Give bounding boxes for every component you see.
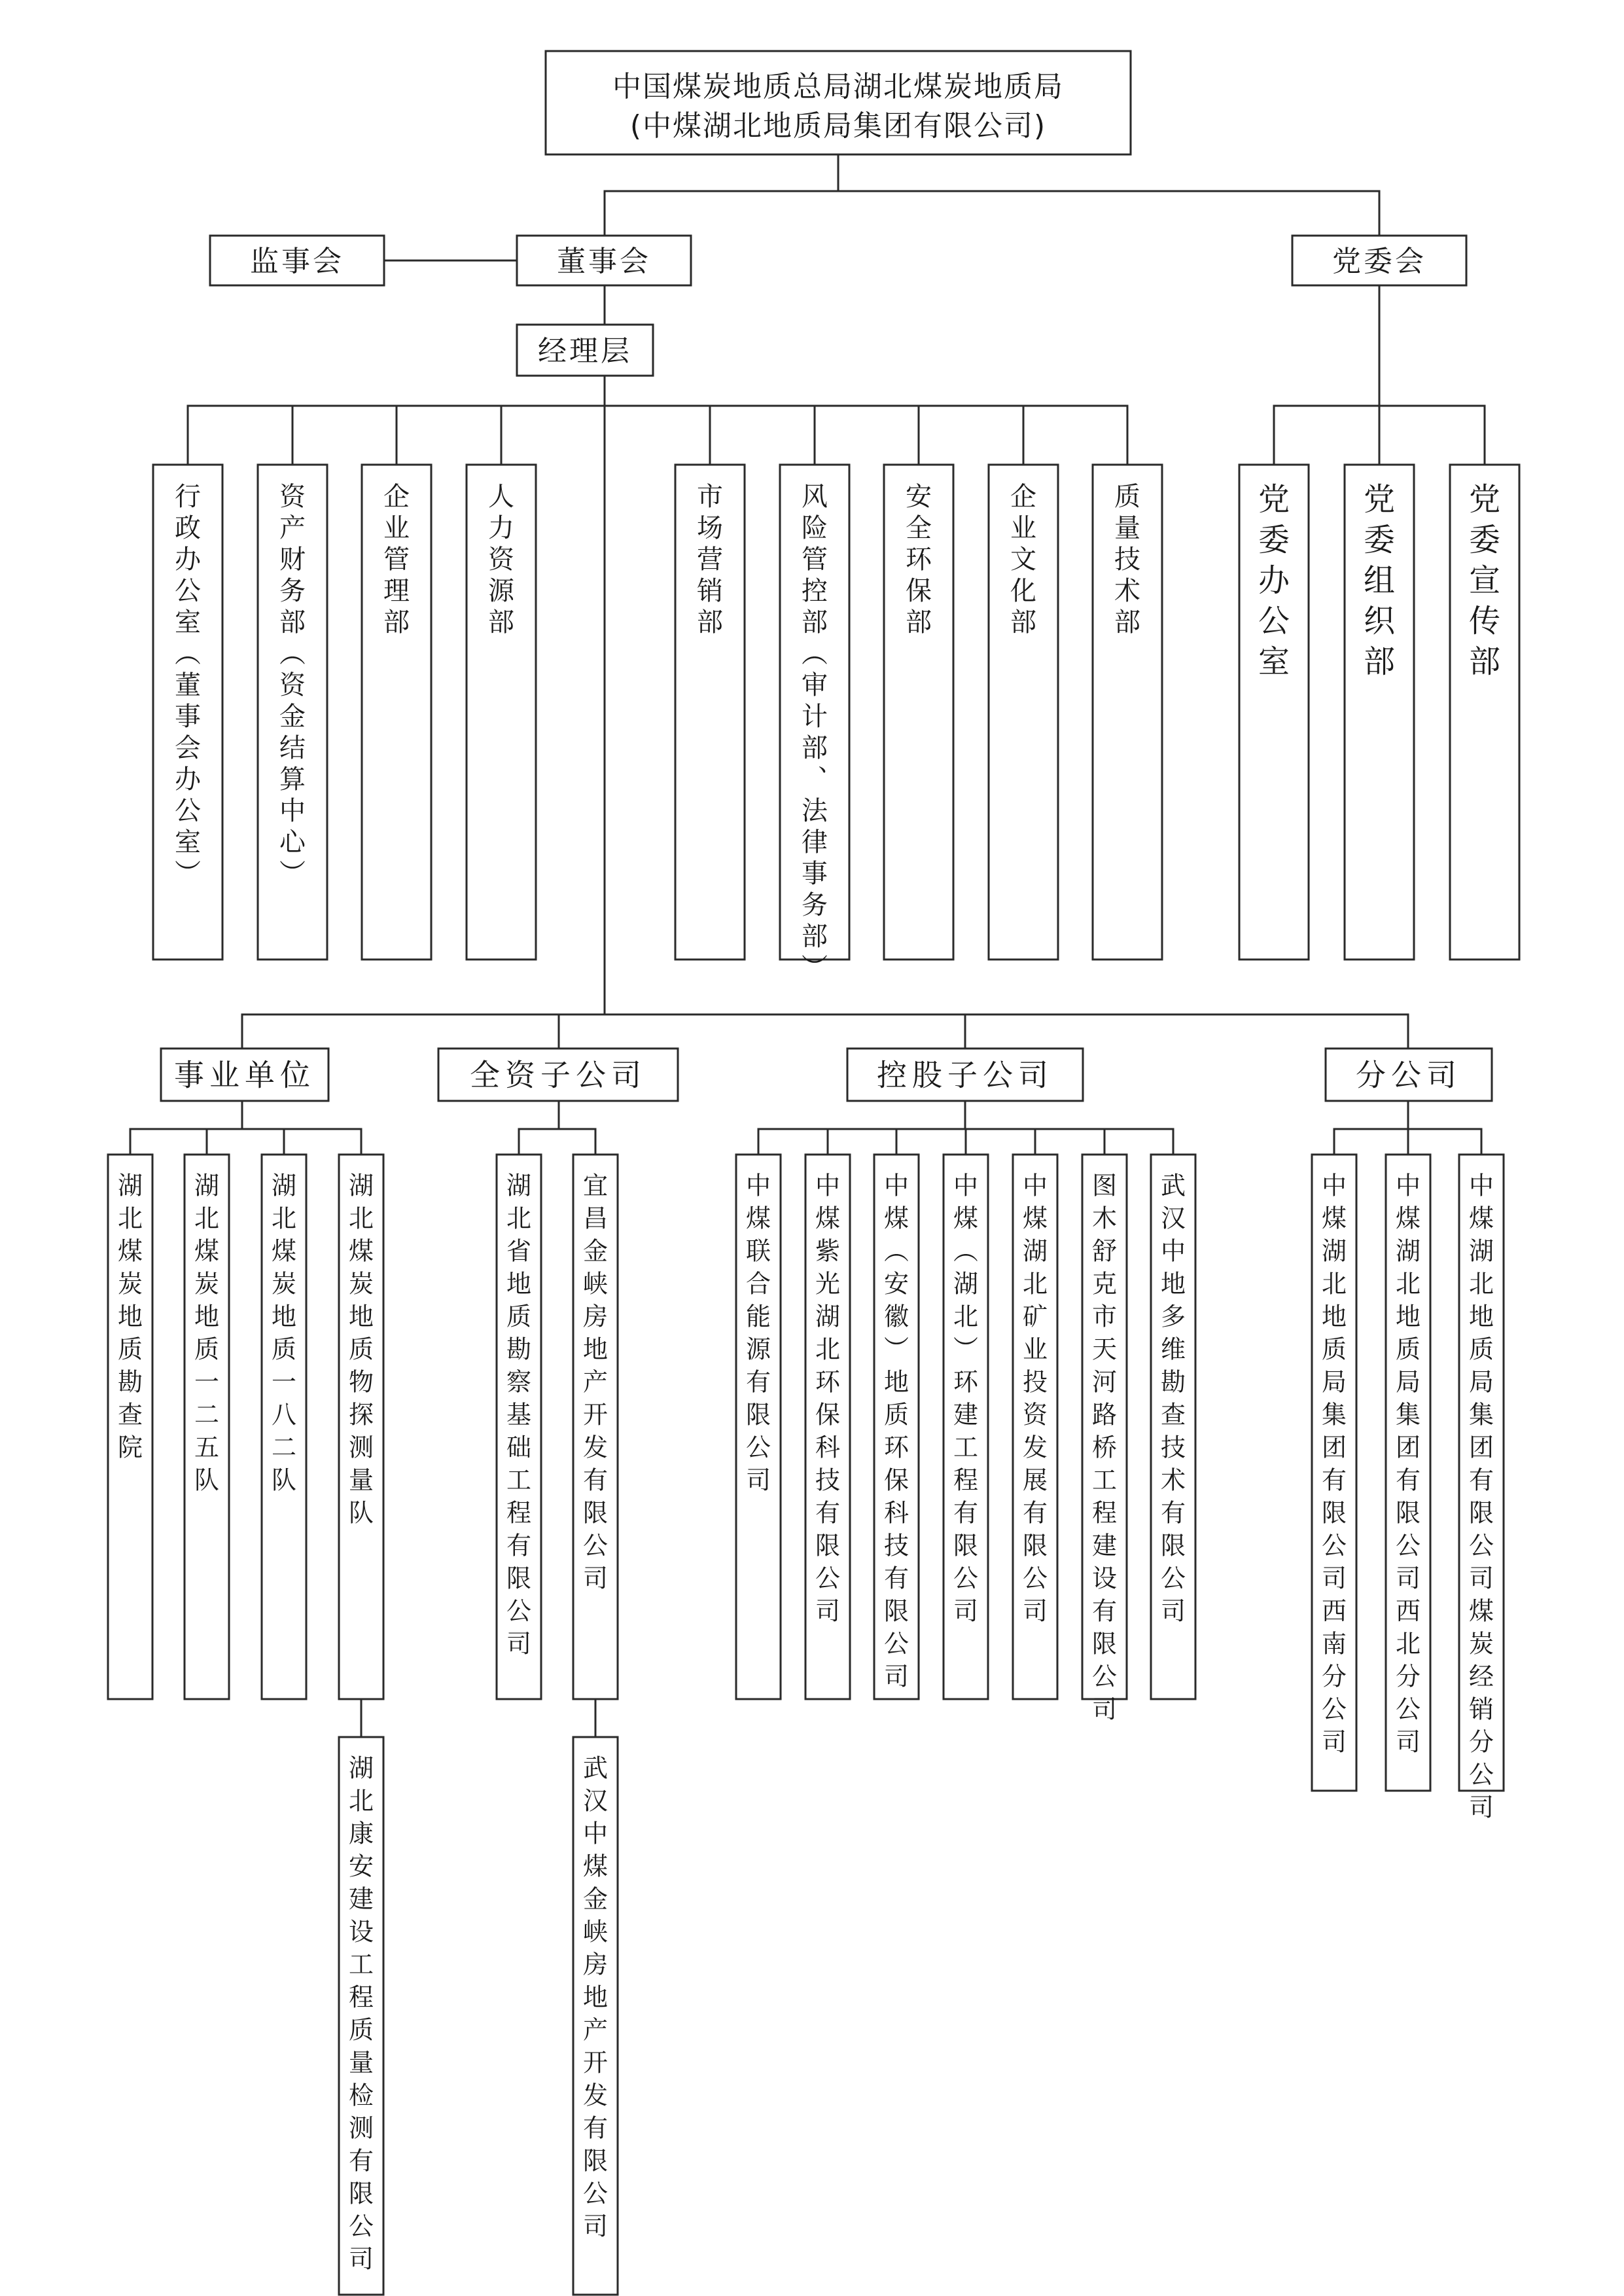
category-holding — [847, 1049, 1083, 1101]
holding-company-box-label: 中煤紫光湖北环保科技有限公司 — [815, 1171, 841, 1626]
category-wholly-owned-label: 全资子公司 — [470, 1057, 646, 1093]
holding-company-box-label: 中煤联合能源有限公司 — [745, 1171, 771, 1495]
public-institution-box-label: 湖北煤炭地质勘查院 — [117, 1171, 143, 1462]
supervisory-board-box-label: 监事会 — [250, 244, 344, 278]
party-department-box-label: 党委宣传部 — [1468, 480, 1501, 680]
party-department-box — [1345, 465, 1414, 960]
management-box — [517, 325, 653, 376]
wholly-owned-child-box-label: 武汉中煤金峡房地产开发有限公司 — [582, 1753, 609, 2241]
wholly-owned-child-box — [573, 1737, 618, 2295]
public-institution-box-label: 湖北煤炭地质一二五队 — [194, 1171, 220, 1495]
board-box-label: 董事会 — [557, 244, 651, 278]
wholly-owned-company-box — [573, 1155, 618, 1699]
party-committee-box — [1292, 236, 1466, 285]
holding-company-box — [1082, 1155, 1127, 1723]
party-department-box-label: 党委办公室 — [1258, 480, 1290, 680]
party-committee-box-label: 党委会 — [1332, 244, 1426, 278]
department-box — [362, 465, 431, 960]
branch-company-box-label: 中煤湖北地质局集团有限公司西北分公司 — [1395, 1171, 1421, 1757]
holding-company-box — [1013, 1155, 1057, 1699]
department-box-label: 企业文化部 — [1010, 482, 1036, 637]
nodes — [108, 51, 1519, 2295]
category-public-institutions — [161, 1049, 328, 1101]
wholly-owned-company-box-label: 宜昌金峡房地产开发有限公司 — [582, 1171, 609, 1593]
holding-company-box — [805, 1155, 850, 1699]
category-branches-label: 分公司 — [1356, 1057, 1462, 1093]
holding-company-box-label: 中煤湖北矿业投资发展有限公司 — [1022, 1171, 1048, 1626]
department-box-label: 资产财务部︵资金结算中心︶ — [279, 482, 306, 889]
branch-company-box — [1459, 1155, 1504, 1821]
category-public-institutions-label: 事业单位 — [174, 1057, 315, 1093]
department-box-label: 企业管理部 — [383, 482, 410, 637]
supervisory-board-box — [210, 236, 384, 285]
department-box-label: 人力资源部 — [488, 482, 514, 637]
wholly-owned-company-box — [497, 1155, 541, 1699]
branch-company-box-label: 中煤湖北地质局集团有限公司煤炭经销分公司 — [1468, 1171, 1494, 1822]
category-holding-label: 控股子公司 — [877, 1057, 1053, 1093]
public-institution-box — [339, 1155, 383, 1699]
department-box — [258, 465, 327, 960]
party-department-box — [1239, 465, 1309, 960]
holding-company-box-label: 中煤︵安徽︶地质环保科技有限公司 — [883, 1171, 909, 1691]
department-box — [884, 465, 953, 960]
department-box — [675, 465, 745, 960]
holding-company-box-label: 图木舒克市天河路桥工程建设有限公司 — [1091, 1171, 1118, 1724]
department-box — [153, 465, 222, 960]
department-box-label: 市场营销部 — [697, 482, 723, 637]
public-institution-child-box-label: 湖北康安建设工程质量检测有限公司 — [348, 1753, 374, 2274]
branch-company-box-label: 中煤湖北地质局集团有限公司西南分公司 — [1321, 1171, 1347, 1757]
public-institution-box-label: 湖北煤炭地质一八二队 — [271, 1171, 297, 1495]
root-title-line2: (中煤湖北地质局集团有限公司) — [629, 109, 1047, 143]
holding-company-box — [736, 1155, 781, 1699]
wholly-owned-company-box-label: 湖北省地质勘察基础工程有限公司 — [506, 1171, 532, 1659]
department-box — [1093, 465, 1162, 960]
department-box — [780, 465, 849, 983]
holding-company-box — [944, 1155, 988, 1699]
public-institution-box-label: 湖北煤炭地质物探测量队 — [348, 1171, 374, 1528]
public-institution-box — [262, 1155, 306, 1699]
holding-company-box — [1151, 1155, 1195, 1699]
holding-company-box-label: 中煤︵湖北︶环建工程有限公司 — [953, 1171, 979, 1626]
department-box-label: 行政办公室︵董事会办公室︶ — [175, 482, 201, 889]
category-branches — [1326, 1049, 1492, 1101]
board-box — [517, 236, 691, 285]
department-box-label: 安全环保部 — [906, 482, 932, 637]
public-institution-child-box — [339, 1737, 383, 2295]
category-wholly-owned — [438, 1049, 678, 1101]
root-title-line1: 中国煤炭地质总局湖北煤炭地质局 — [612, 70, 1064, 103]
branch-company-box — [1386, 1155, 1430, 1791]
public-institution-box — [108, 1155, 152, 1699]
department-box-label: 质量技术部 — [1114, 482, 1140, 637]
department-box — [467, 465, 536, 960]
branch-company-box — [1312, 1155, 1356, 1791]
department-box-label: 风险管控部︵审计部︑法律事务部︶ — [802, 482, 828, 983]
root-box — [546, 51, 1131, 154]
holding-company-box-label: 武汉中地多维勘查技术有限公司 — [1160, 1171, 1186, 1626]
public-institution-box — [185, 1155, 229, 1699]
management-box-label: 经理层 — [538, 334, 632, 368]
party-department-box — [1450, 465, 1519, 960]
department-box — [989, 465, 1058, 960]
party-department-box-label: 党委组织部 — [1363, 480, 1396, 680]
holding-company-box — [874, 1155, 919, 1699]
